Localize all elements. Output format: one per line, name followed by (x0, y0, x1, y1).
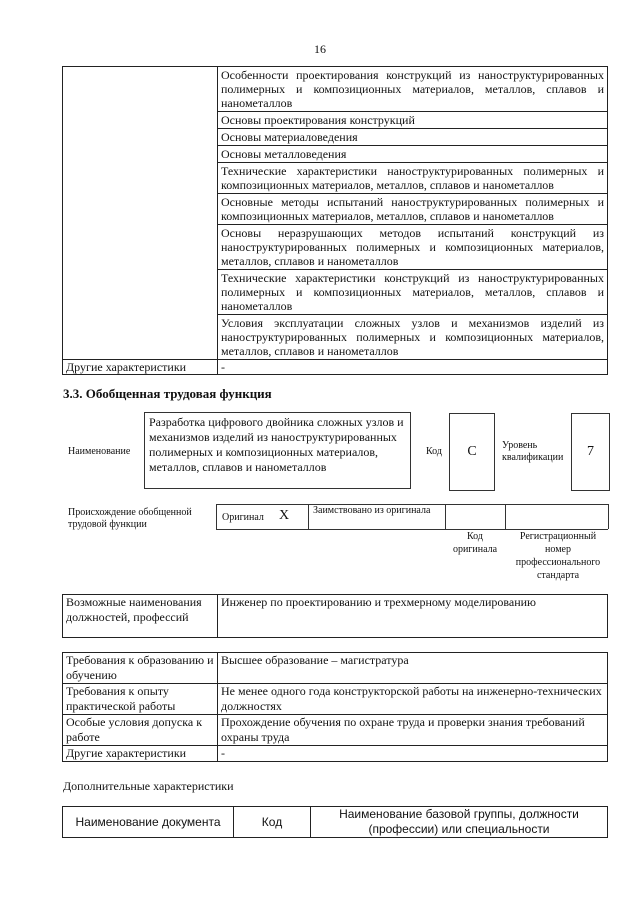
knowledge-item: Основы проектирования конструкций (218, 112, 608, 129)
other-characteristics-value: - (218, 360, 608, 375)
original-mark: X (279, 508, 290, 523)
docs-header-group: Наименование базовой группы, должности (профессии) или специальности (311, 807, 608, 838)
knowledge-label-cell (63, 67, 218, 360)
docs-header-document: Наименование документа (63, 807, 234, 838)
function-code-box: C (449, 413, 495, 491)
requirements-table (62, 652, 608, 762)
professions-table (62, 594, 608, 638)
requirement-value: - (218, 746, 608, 762)
requirement-row (63, 746, 608, 762)
professions-value: Инженер по проектированию и трехмерному моделированию (218, 595, 608, 638)
knowledge-item: Основы металловедения (218, 146, 608, 163)
knowledge-item: Основные методы испытаний наноструктурированных полимерных и композиционных материалов, металлов, сплавов и нанометаллов (218, 194, 608, 225)
page-number: 16 (314, 42, 326, 56)
original-label: Оригинал (222, 512, 264, 523)
knowledge-item: Условия эксплуатации сложных узлов и механизмов изделий из наноструктурированных полимерных и композиционных материалов, металлов, сплавов и нанометаллов (218, 315, 608, 360)
knowledge-row (63, 67, 608, 112)
qualification-level-box: 7 (571, 413, 610, 491)
knowledge-item: Особенности проектирования конструкций из наноструктурированных полимерных и композиционных материалов, металлов, сплавов и нанометаллов (218, 67, 608, 112)
requirement-label: Требования к образованию и обучению (63, 653, 218, 684)
origin-divider (608, 504, 609, 529)
requirement-row (63, 684, 608, 715)
level-label: Уровень квалификации (502, 440, 564, 463)
code-label: Код (426, 446, 442, 457)
origin-divider (505, 504, 506, 529)
extra-characteristics-heading: Дополнительные характеристики (63, 779, 234, 793)
borrowed-label: Заимствовано из оригинала (313, 505, 431, 516)
code-original-caption: Код оригинала (452, 531, 498, 555)
knowledge-item: Основы неразрушающих методов испытаний конструкций из наноструктурированных полимерных и композиционных материалов, металлов, сплавов и нанометаллов (218, 225, 608, 270)
professions-label: Возможные наименования должностей, профессий (63, 595, 218, 638)
knowledge-item: Технические характеристики конструкций из наноструктурированных полимерных и композиционных материалов, металлов, сплавов и нанометаллов (218, 270, 608, 315)
registration-number-caption: Регистрационный номер профессионального стандарта (515, 531, 601, 581)
other-characteristics-label: Другие характеристики (63, 360, 218, 375)
origin-divider (308, 504, 309, 529)
requirement-label: Требования к опыту практической работы (63, 684, 218, 715)
docs-header-code: Код (234, 807, 311, 838)
documents-table (62, 806, 608, 838)
requirement-value: Высшее образование – магистратура (218, 653, 608, 684)
knowledge-other-row (63, 360, 608, 375)
origin-divider (445, 504, 446, 529)
origin-label: Происхождение обобщенной трудовой функции (68, 507, 192, 530)
requirement-row (63, 653, 608, 684)
section-heading: 3.3. Обобщенная трудовая функция (63, 386, 272, 401)
knowledge-table (62, 66, 608, 375)
knowledge-item: Технические характеристики наноструктурированных полимерных и композиционных материалов, металлов, сплавов и нанометаллов (218, 163, 608, 194)
requirement-value: Не менее одного года конструкторской работы на инженерно-технических должностях (218, 684, 608, 715)
requirement-value: Прохождение обучения по охране труда и проверки знания требований охраны труда (218, 715, 608, 746)
knowledge-item: Основы материаловедения (218, 129, 608, 146)
origin-divider (216, 504, 217, 529)
requirement-row (63, 715, 608, 746)
requirement-label: Особые условия допуска к работе (63, 715, 218, 746)
function-name-box: Разработка цифрового двойника сложных узлов и механизмов изделий из наноструктурированных полимерных и композиционных материалов, металлов, сплавов и нанометаллов (144, 412, 411, 489)
requirement-label: Другие характеристики (63, 746, 218, 762)
name-label: Наименование (68, 446, 131, 457)
